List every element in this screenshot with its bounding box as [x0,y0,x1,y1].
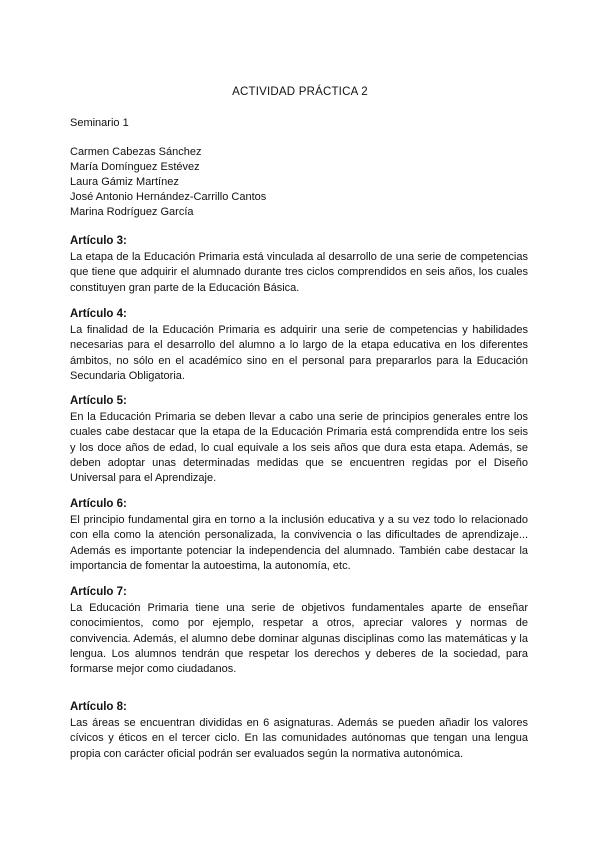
author-name: Carmen Cabezas Sánchez [70,146,202,158]
article-heading: Artículo 5: [70,395,127,407]
article-text: La etapa de la Educación Primaria está vinculada al desarrollo de una serie de competencias que tiene que adquirir el alumnado durante tres ciclos comprendidos en seis años, los cuales constituyen gran parte de la Educación Básica. [70,251,528,294]
author-name: Laura Gámiz Martínez [70,176,179,188]
author-list [70,145,266,220]
author-name: José Antonio Hernández-Carrillo Cantos [70,191,267,203]
author-name: Marina Rodríguez García [70,206,194,218]
seminar-label: Seminario 1 [70,117,129,129]
article-3 [70,234,528,296]
article-heading: Artículo 8: [70,701,127,713]
article-text: La Educación Primaria tiene una serie de objetivos fundamentales aparte de enseñar conocimientos, como por ejemplo, respetar a otros, apreciar valores y normas de convivencia. Además, el alumno debe dominar algunas disciplinas como las matemáticas y la lengua. Los alumnos tendrán que respetar los derechos y deberes de la sociedad, para formarse mejor como ciudadanos. [70,602,528,676]
article-heading: Artículo 3: [70,235,127,247]
article-4 [70,307,528,384]
article-text: El principio fundamental gira en torno a la inclusión educativa y a su vez todo lo relacionado con ella como la atención personalizada, la convivencia o las dificultades de aprendizaje... Además es importante potenciar la independencia del alumnado. También cabe destacar la importancia de fomentar la autoestima, la autonomía, etc. [70,514,528,572]
article-text: Las áreas se encuentran divididas en 6 asignaturas. Además se pueden añadir los valores cívicos y éticos en el tercer ciclo. En las comunidades autónomas que tengan una lengua propia con carácter oficial podrán ser evaluados según la normativa autonómica. [70,717,528,760]
document-title: ACTIVIDAD PRÁCTICA 2 [232,86,368,98]
article-heading: Artículo 6: [70,498,127,510]
article-6 [70,497,528,574]
author-name: María Domínguez Estévez [70,161,200,173]
article-text: La finalidad de la Educación Primaria es adquirir una serie de competencias y habilidades necesarias para el desarrollo del alumno a lo largo de la etapa educativa en los diferentes ámbitos, no sólo en el académico sino en el personal para prepararlos para la Educación Secundaria Obligatoria. [70,324,528,382]
article-heading: Artículo 4: [70,308,127,320]
article-heading: Artículo 7: [70,586,127,598]
article-8 [70,700,528,762]
article-text: En la Educación Primaria se deben llevar a cabo una serie de principios generales entre los cuales cabe destacar que la etapa de la Educación Primaria está comprendida entre los seis y los doce años de edad, lo cual equivale a los seis años que dura esta etapa. Además, se deben adoptar unas determinadas medidas que se encuentren regidas por el Diseño Universal para el Aprendizaje. [70,411,528,485]
article-5 [70,394,528,486]
article-7 [70,585,528,677]
